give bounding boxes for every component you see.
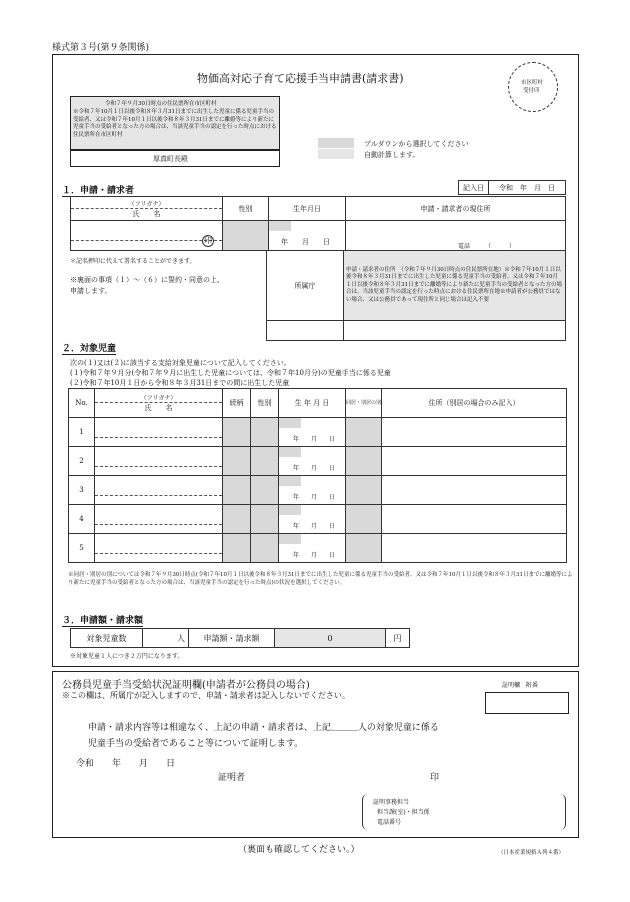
cert-date[interactable]: 令和 年 月 日 (76, 759, 176, 769)
cert-certifier: 証明者 (218, 773, 246, 783)
amount-value-cell (275, 629, 386, 648)
birth-date-text: 年 月 日 (281, 238, 330, 246)
contact-line3: 電話番号 (377, 819, 402, 826)
office-table (266, 250, 566, 341)
child-no: 2 (69, 447, 95, 476)
child-name-input[interactable] (95, 418, 223, 447)
cert-title: 公務員児童手当受給状況証明欄(申請者が公務員の場合) (62, 680, 310, 691)
era-select[interactable] (269, 221, 291, 231)
col-no: No. (69, 389, 95, 418)
birth-header: 生年月日 (269, 197, 346, 221)
section2-instruction: 次の(１)又は(２)に該当する支給対象児童について記入してください。 (70, 359, 291, 367)
child-cohab-select[interactable] (346, 476, 382, 505)
amount-unit: 円 (386, 629, 410, 648)
child-cohab-select[interactable] (346, 418, 382, 447)
birth-input[interactable] (269, 221, 346, 251)
child-gender-select[interactable] (251, 447, 279, 476)
col-furigana: （フリガナ） (95, 393, 222, 403)
child-name-input[interactable] (95, 534, 223, 563)
child-address-input[interactable] (382, 476, 567, 505)
col-cohab: 同居・別居の別 (346, 389, 382, 418)
col-relation: 続柄 (223, 389, 251, 418)
child-cohab-select[interactable] (346, 447, 382, 476)
entry-date-input[interactable]: 令和 年 月 日 (489, 181, 566, 195)
child-address-input[interactable] (382, 447, 567, 476)
contact-bracket (362, 794, 566, 830)
child-relation-select[interactable] (223, 476, 251, 505)
col-gender: 性別 (251, 389, 279, 418)
child-gender-select[interactable] (251, 505, 279, 534)
amount-value: 0 (327, 633, 333, 643)
child-gender-select[interactable] (251, 476, 279, 505)
section2-item2: (２)令和７年10月１日から令和８年３月31日までの間に出生した児童 (70, 379, 290, 387)
phone-text: 電話 （ ） (458, 243, 516, 250)
child-birth-input[interactable] (279, 418, 346, 447)
section2-heading: ２．対象児童 (62, 344, 117, 354)
child-relation-select[interactable] (223, 505, 251, 534)
count-label: 対象児童数 (71, 629, 143, 648)
section2-footnote: ※同居・別居の別については令和７年９月30日時点(令和７年10月１日以後令和８年３月31日までに出生した児童に係る児童手当の受給者、又は令和７年10月１日以後令和８年３月31日までに離婚等により新たに児童手当の受給者となった方の場合は、当該児童手当の認定を行った時点)の状況を選択してください。 (68, 572, 573, 586)
child-address-input[interactable] (382, 418, 567, 447)
child-name-input[interactable] (95, 447, 223, 476)
child-cohab-select[interactable] (346, 534, 382, 563)
child-era-select[interactable] (279, 505, 301, 515)
child-birth-input[interactable] (279, 447, 346, 476)
section2-item1: (１)令和７年９月分(令和７年９月に出生した児童については、令和７年10月分)の児童手当に係る児童 (70, 369, 391, 377)
child-row (69, 505, 567, 534)
children-table (68, 388, 567, 563)
contact-line2: 担当課(室)・担当係 (377, 809, 430, 816)
cert-number-input[interactable] (485, 692, 569, 714)
receipt-stamp-line2: 受付印 (523, 88, 540, 94)
child-era-select[interactable] (279, 418, 301, 428)
child-birth-text: 年 月 日 (293, 552, 336, 559)
gender-select[interactable] (223, 221, 269, 251)
col-address: 住所（別居の場合のみ記入） (382, 389, 567, 418)
addressee-name: 厚真町長殿 (153, 155, 188, 163)
count-input[interactable] (143, 629, 189, 648)
child-no: 1 (69, 418, 95, 447)
office-input[interactable] (267, 321, 344, 341)
furigana-label: （フリガナ） (71, 199, 222, 209)
addressee-header: 令和７年９月30日時点の住民票所在市区町村 (105, 101, 217, 107)
child-row (69, 447, 567, 476)
applicant-name-input[interactable] (71, 221, 223, 251)
child-gender-select[interactable] (251, 534, 279, 563)
child-era-select[interactable] (279, 447, 301, 457)
footer-note: （裏面も確認してください。） (238, 845, 360, 855)
child-birth-input[interactable] (279, 534, 346, 563)
office-address-input[interactable] (344, 321, 566, 341)
cert-body1: 申請・請求内容等は相違なく、上記の申請・請求者は、上記＿＿＿人の対象児童に係る (88, 723, 439, 733)
child-name-input[interactable] (95, 476, 223, 505)
amount-label: 申請額・請求額 (189, 629, 275, 648)
child-birth-input[interactable] (279, 476, 346, 505)
col-name-label: 氏 名 (144, 404, 173, 412)
office-label: 所属庁 (267, 251, 344, 321)
child-birth-text: 年 月 日 (293, 436, 336, 443)
address-input[interactable] (346, 221, 566, 251)
child-row (69, 418, 567, 447)
legend-auto-label: 自動計算します。 (364, 151, 420, 159)
gender-header: 性別 (223, 197, 269, 221)
cert-note: ※この欄は、所属庁が記入しますので、申請・請求者は記入しないでください。 (62, 691, 350, 700)
form-title: 物価高対応子育て応援手当申請書(請求書) (197, 72, 404, 85)
child-relation-select[interactable] (223, 447, 251, 476)
applicant-table (70, 196, 566, 251)
col-name (95, 389, 223, 418)
child-relation-select[interactable] (223, 418, 251, 447)
pledge-text: ※裏面の事項（１）～（６）に誓約・同意の上、申請します。 (70, 276, 224, 295)
child-row (69, 534, 567, 563)
child-no: 5 (69, 534, 95, 563)
child-birth-text: 年 月 日 (293, 494, 336, 501)
child-birth-text: 年 月 日 (293, 465, 336, 472)
contact-line1: 証明事務担当 (373, 799, 410, 806)
child-relation-select[interactable] (223, 534, 251, 563)
child-row (69, 476, 567, 505)
child-no: 3 (69, 476, 95, 505)
name-label: 氏 名 (132, 209, 161, 218)
legend-pulldown-swatch (318, 138, 354, 148)
count-unit: 人 (177, 633, 185, 643)
cert-number-label: 証明欄 附番 (502, 682, 539, 689)
legend-auto-swatch (318, 149, 354, 159)
section1-heading: １．申請・請求者 (62, 186, 135, 196)
child-no: 4 (69, 505, 95, 534)
form-number: 様式第３号(第９条関係) (52, 43, 150, 53)
child-era-select[interactable] (279, 534, 301, 544)
cert-body2: 児童手当の受給者であること等について証明します。 (88, 739, 304, 749)
col-birth: 生 年 月 日 (279, 389, 346, 418)
paper-size-note: （日本産業規格Ａ列４番） (498, 850, 565, 856)
child-birth-input[interactable] (279, 505, 346, 534)
section3-note: ※対象児童１人につき２万円になります。 (70, 653, 184, 660)
entry-date-label: 記入日 (459, 181, 489, 195)
signature-note: ＊記名押印に代えて署名することができます。 (70, 258, 196, 265)
office-address-note: 申請・請求者の住所 （令和７年９月30日時点の住民票所在地）※令和７年10月１日以後令和８年３月31日までに出生した児童に係る児童手当の受給者、又は令和７年10月１日以後令和８年３月31日までに離婚等により新たに児童手当の受給者となった方の場合は、当該児童手当の認定を行った時点における住民票所在地※申請者が公務員ではない場合、又は公務員であって現住所と同じ場合は記入不要 (344, 251, 566, 321)
receipt-stamp-line1: 市区町村 (521, 80, 544, 86)
addressee-box (70, 96, 280, 150)
child-address-input[interactable] (382, 534, 567, 563)
entry-date-table (458, 180, 566, 195)
addressee-note: ※令和７年10月１日以後令和８年３月31日までに出生した児童に係る児童手当の受給者、又は令和７年10月１日以後令和８年３月31日までに離婚等により新たに児童手当の受給者となった方の場合は、当該児童手当の認定を行った時点における住民票所在市区町村 (73, 109, 277, 138)
child-cohab-select[interactable] (346, 505, 382, 534)
child-name-input[interactable] (95, 505, 223, 534)
address-header: 申請・請求者の現住所 (346, 197, 566, 221)
section3-heading: ３．申請額・請求額 (62, 616, 144, 626)
amount-table (70, 628, 410, 648)
seal-mark: 印 (204, 236, 212, 245)
child-address-input[interactable] (382, 505, 567, 534)
receipt-stamp-circle (508, 62, 558, 112)
addressee-name-box (70, 150, 280, 167)
child-era-select[interactable] (279, 476, 301, 486)
child-gender-select[interactable] (251, 418, 279, 447)
cert-seal: 印 (430, 773, 440, 783)
legend-pulldown-label: プルダウンから選択してください (364, 140, 469, 148)
child-birth-text: 年 月 日 (293, 523, 336, 530)
applicant-name-header (71, 197, 223, 221)
